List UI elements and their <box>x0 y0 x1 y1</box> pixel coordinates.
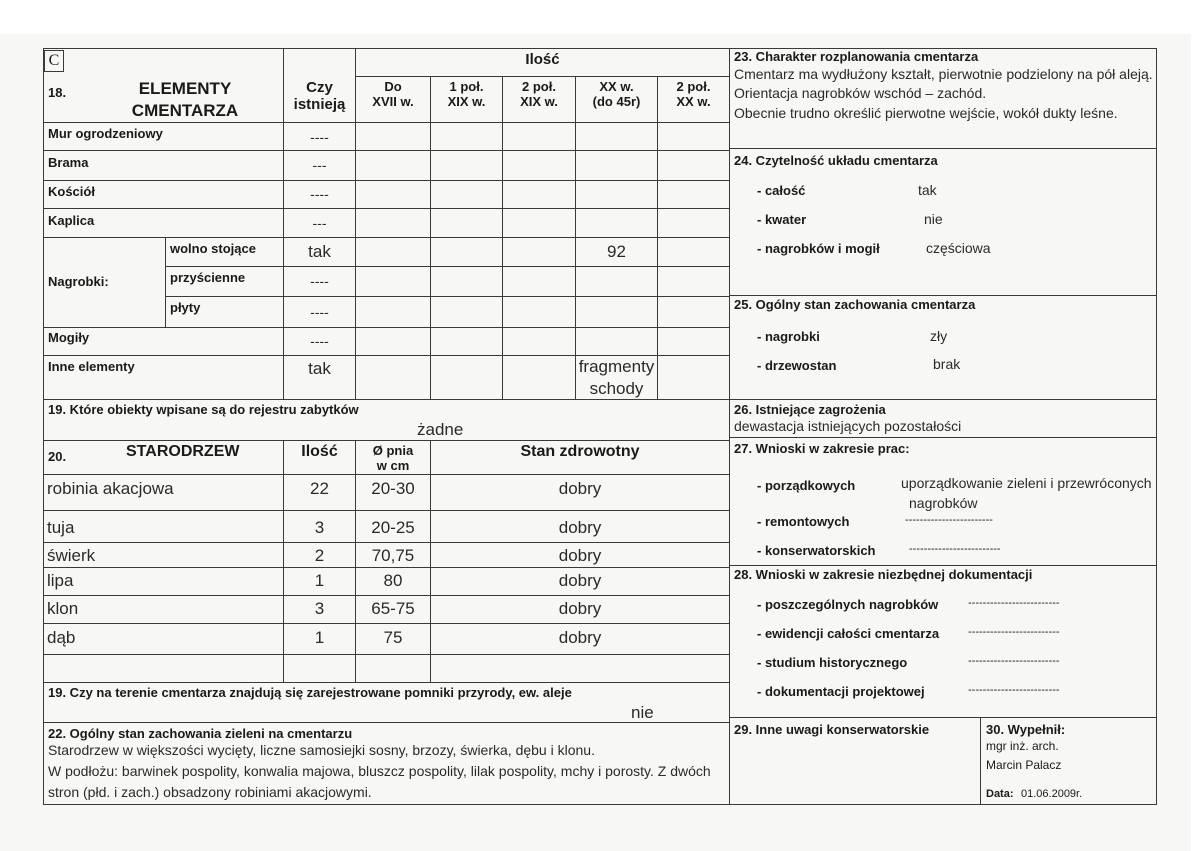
tree-diameter: 65-75 <box>371 599 415 618</box>
s30-line-1: mgr inż. arch. <box>986 739 1059 753</box>
s19b-label: 19. Czy na terenie cmentarza znajdują się zarejestrowane pomniki przyrody, ew. aleje <box>48 685 572 700</box>
starodrzew-col-stan: Stan zdrowotny <box>520 443 640 460</box>
s27-item-value-line2: nagrobków <box>909 495 978 511</box>
row-label-kosciol: Kościół <box>48 184 95 199</box>
row-label-plyty: płyty <box>170 300 201 315</box>
tree-name: klon <box>47 599 79 618</box>
tree-diameter: 75 <box>383 628 403 647</box>
s19a-label: 19. Które obiekty wpisane są do rejestru zabytków <box>48 402 359 417</box>
period-header-2-line2: XIX w. <box>447 94 486 109</box>
s27-label: 27. Wnioski w zakresie prac: <box>734 441 910 456</box>
s25-item-label: - drzewostan <box>757 358 837 373</box>
period-header-1-line1: Do <box>384 79 402 94</box>
s22-line-1: Starodrzew w większości wycięty, liczne samosiejki sosny, brzozy, świerka, dębu i klonu. <box>48 742 595 758</box>
period-header-3-line2: XIX w. <box>520 94 558 109</box>
tree-diameter: 20-30 <box>371 479 415 498</box>
s23-line-3: Obecnie trudno określić pierwotne wejście, wokół dukty leśne. <box>734 105 1118 121</box>
s28-item-value: ------------------------- <box>968 655 1060 667</box>
period-header-5-line2: XX w. <box>676 94 711 109</box>
scan-margin-top <box>0 0 1199 34</box>
row-label-przyscienne: przyścienne <box>170 270 246 285</box>
s26-label: 26. Istniejące zagrożenia <box>734 402 886 417</box>
row-label-mogily: Mogiły <box>48 330 90 345</box>
s25-label: 25. Ogólny stan zachowania cmentarza <box>734 297 976 312</box>
tree-state: dobry <box>558 599 602 618</box>
s24-item-value: nie <box>924 211 943 227</box>
s28-item-label: - poszczególnych nagrobków <box>757 597 939 612</box>
s24-item-label: - kwater <box>757 212 807 227</box>
s19b-value: nie <box>631 703 654 722</box>
row-exists-plyty: ---- <box>310 304 329 320</box>
row-xx-wolno-stojace: 92 <box>607 242 626 261</box>
row-label-mur: Mur ogrodzeniowy <box>48 126 163 141</box>
tree-state: dobry <box>558 479 602 498</box>
elements-title-line2: CMENTARZA <box>131 101 239 120</box>
s27-item-label: - konserwatorskich <box>757 543 876 558</box>
tree-state: dobry <box>558 571 602 590</box>
s22-line-3: stron (płd. i zach.) obsadzony robiniami akacjowymi. <box>48 784 372 800</box>
s28-label: 28. Wnioski w zakresie niezbędnej dokumentacji <box>734 567 1033 582</box>
s26-value: dewastacja istniejących pozostałości <box>734 418 962 434</box>
s24-item-value: częściowa <box>926 240 991 256</box>
starodrzew-col-pnia-line2: w cm <box>376 458 410 473</box>
s30-date-label: Data: <box>986 788 1014 800</box>
s27-item-label: - remontowych <box>757 514 850 529</box>
period-header-4-line2: (do 45r) <box>592 94 641 109</box>
s23-label: 23. Charakter rozplanowania cmentarza <box>734 49 979 64</box>
row-exists-wolno-stojace: tak <box>308 242 331 261</box>
s23-line-2: Orientacja nagrobków wschód – zachód. <box>734 85 987 101</box>
tree-state: dobry <box>558 628 602 647</box>
tree-count: 3 <box>314 599 325 618</box>
period-header-3-line1: 2 poł. <box>522 79 556 94</box>
s28-item-value: ------------------------- <box>968 684 1060 696</box>
s25-item-label: - nagrobki <box>757 329 820 344</box>
tree-count: 1 <box>314 571 325 590</box>
row-exists-mur: ---- <box>310 129 329 145</box>
tree-name: robinia akacjowa <box>47 479 174 498</box>
tree-count: 3 <box>314 518 325 537</box>
s30-line-2: Marcin Palacz <box>986 758 1062 772</box>
s25-item-value: brak <box>933 356 961 372</box>
period-header-5-line1: 2 poł. <box>676 79 711 94</box>
tree-diameter: 20-25 <box>371 518 415 537</box>
period-header-1-line2: XVII w. <box>372 94 414 109</box>
s28-item-label: - dokumentacji projektowej <box>757 684 925 699</box>
tree-name: dąb <box>47 628 76 647</box>
row-exists-kaplica: --- <box>312 215 327 231</box>
row-xx-inne-line2: schody <box>589 379 644 398</box>
row-label-inne: Inne elementy <box>48 359 135 374</box>
starodrzew-col-pnia-line1: Ø pnia <box>372 443 414 458</box>
tree-state: dobry <box>558 518 602 537</box>
s24-item-label: - nagrobków i mogił <box>757 241 880 256</box>
s22-label: 22. Ogólny stan zachowania zieleni na cmentarzu <box>48 726 353 741</box>
s30-label: 30. Wypełnił: <box>986 722 1066 737</box>
scan-margin-right <box>1191 0 1199 851</box>
s28-item-value: ------------------------- <box>968 626 1060 638</box>
tree-diameter: 80 <box>383 571 403 590</box>
s24-item-label: - całość <box>757 183 806 198</box>
tree-name: świerk <box>47 546 96 565</box>
section-number-18: 18. <box>48 85 67 100</box>
tree-state: dobry <box>558 546 602 565</box>
row-exists-brama: --- <box>312 157 327 173</box>
s29-label: 29. Inne uwagi konserwatorskie <box>734 722 930 737</box>
s28-item-label: - ewidencji całości cmentarza <box>757 626 940 641</box>
s19a-value: żadne <box>417 420 464 439</box>
s27-item-label: - porządkowych <box>757 478 856 493</box>
row-label-wolno-stojace: wolno stojące <box>170 241 256 256</box>
tree-name: tuja <box>47 518 75 537</box>
row-exists-przyscienne: ---- <box>310 273 329 289</box>
s24-item-value: tak <box>918 182 937 198</box>
exists-header-line1: Czy <box>306 79 333 96</box>
tree-count: 1 <box>314 628 325 647</box>
elements-title-line1: ELEMENTY <box>138 79 232 98</box>
s24-label: 24. Czytelność układu cmentarza <box>734 153 938 168</box>
starodrzew-col-ilosc: Ilość <box>301 443 338 460</box>
s27-item-value: ------------------------- <box>909 543 1001 555</box>
tree-count: 2 <box>314 546 325 565</box>
form-letter-box: C <box>44 50 64 72</box>
row-label-kaplica: Kaplica <box>48 213 95 228</box>
s30-date-value: 01.06.2009r. <box>1021 788 1083 800</box>
s25-item-value: zły <box>930 328 948 344</box>
tree-name: lipa <box>47 571 74 590</box>
starodrzew-title: STARODRZEW <box>126 443 240 460</box>
row-label-nagrobki: Nagrobki: <box>48 274 109 289</box>
period-header-2-line1: 1 poł. <box>449 79 484 94</box>
s28-item-label: - studium historycznego <box>757 655 908 670</box>
row-exists-inne: tak <box>308 359 331 378</box>
tree-diameter: 70,75 <box>371 546 415 565</box>
quantity-header: Ilość <box>525 51 560 68</box>
row-exists-mogily: ---- <box>310 333 329 349</box>
row-label-brama: Brama <box>48 155 89 170</box>
section-number-20: 20. <box>48 449 67 464</box>
s27-item-value-line1: uporządkowanie zieleni i przewróconych <box>901 475 1152 491</box>
s27-item-value: ------------------------ <box>905 514 993 526</box>
s28-item-value: ------------------------- <box>968 597 1060 609</box>
row-xx-inne-line1: fragmenty <box>578 357 655 376</box>
tree-count: 22 <box>310 479 329 498</box>
s22-line-2: W podłożu: barwinek pospolity, konwalia majowa, bluszcz pospolity, lilak pospolity, mchy i porosty. Z dwóch <box>48 763 711 779</box>
s23-line-1: Cmentarz ma wydłużony kształt, pierwotnie podzielony na pół aleją. <box>734 66 1153 82</box>
row-exists-kosciol: ---- <box>310 186 329 202</box>
exists-header-line2: istnieją <box>293 96 346 113</box>
period-header-4-line1: XX w. <box>599 79 634 94</box>
